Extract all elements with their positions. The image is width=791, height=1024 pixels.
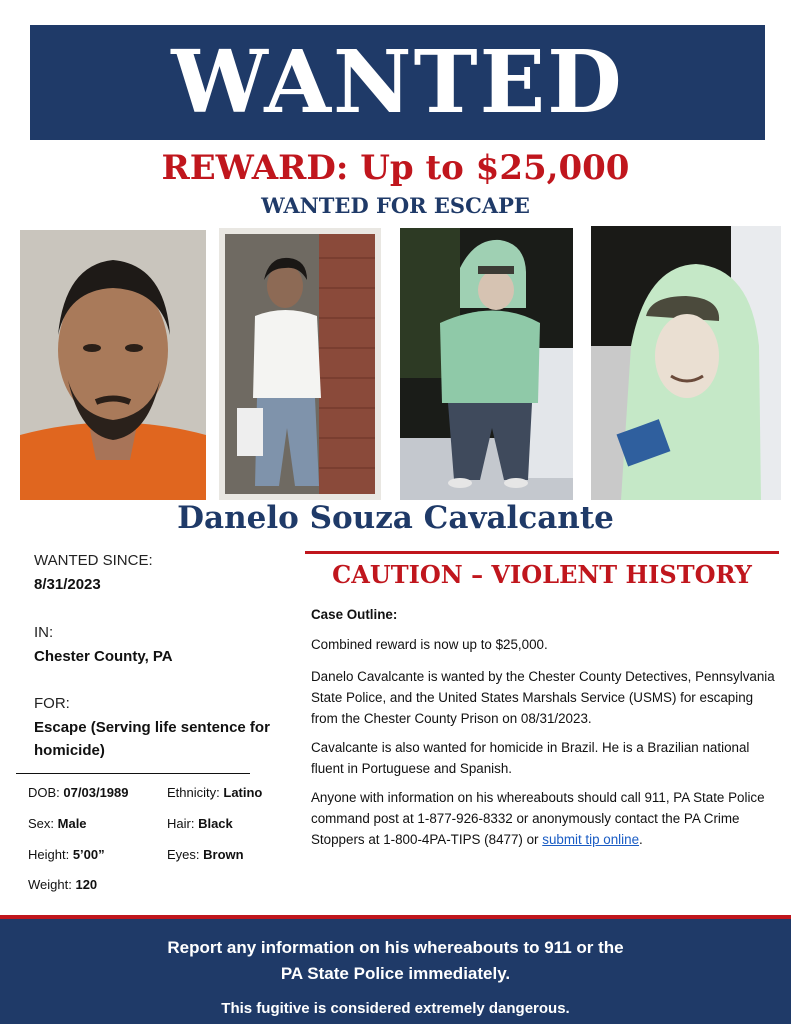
charge-label: FOR: [34,695,70,712]
weight-value: 120 [75,877,98,892]
footer-line-2: PA State Police immediately. [280,964,511,983]
sex-value: Male [57,816,87,831]
case-paragraph-3: Cavalcante is also wanted for homicide in Brazil. He is a Brazilian national fluent in Portuguese and Spanish. [311,740,750,776]
dob-value: 07/03/1989 [63,785,129,800]
sex-field: Sex: Male [28,816,87,831]
case-paragraph-4: Anyone with information on his whereabouts should call 911, PA State Police command post at 1-877-926-8332 or anonymously contact the PA Crime Stoppers at 1-800-4PA-TIPS (8477) or submit tip online. [311,790,765,847]
footer-line-1: Report any information on his whereabouts to 911 or the [167,938,624,957]
wanted-banner [30,25,765,140]
ethnicity-value: Latino [223,785,263,800]
footer-warning: This fugitive is considered extremely dangerous. [221,1000,570,1017]
submit-tip-link[interactable]: submit tip online [542,832,640,847]
surveillance-photo-1 [219,228,381,500]
case-paragraph-1: Combined reward is now up to $25,000. [311,637,548,652]
caution-divider [305,551,779,554]
details-divider [16,773,250,774]
reward-text: REWARD: Up to $25,000 [161,148,630,188]
charge-text: WANTED FOR ESCAPE [261,193,530,218]
eyes-field: Eyes: Brown [167,847,244,862]
location-value: Chester County, PA [34,648,173,665]
eyes-value: Brown [203,847,244,862]
dob-field: DOB: 07/03/1989 [28,785,129,800]
height-field: Height: 5’00” [28,847,105,862]
surveillance-photo-2 [400,228,573,500]
wanted-title: WANTED [171,31,624,133]
height-value: 5’00” [72,847,105,862]
footer-banner [0,915,791,1024]
charge-value-line2: homicide) [34,742,105,759]
subject-name: Danelo Souza Cavalcante [177,500,614,536]
hair-field: Hair: Black [167,816,233,831]
case-outline-title: Case Outline: [311,607,398,622]
charge-value-line1: Escape (Serving life sentence for [34,719,270,736]
caution-title: CAUTION – VIOLENT HISTORY [332,560,752,589]
weight-field: Weight: 120 [28,877,98,892]
surveillance-photo-3 [591,226,781,500]
location-label: IN: [34,624,54,641]
wanted-since-value: 8/31/2023 [34,576,101,593]
mugshot-photo [20,230,206,500]
ethnicity-field: Ethnicity: Latino [167,785,263,800]
hair-value: Black [198,816,233,831]
wanted-since-label: WANTED SINCE: [34,552,153,569]
case-paragraph-2: Danelo Cavalcante is wanted by the Chester County Detectives, Pennsylvania State Police, and the United States Marshals Service (USMS) for escaping from the Chester County Prison on 08/31/2023. [311,669,775,726]
